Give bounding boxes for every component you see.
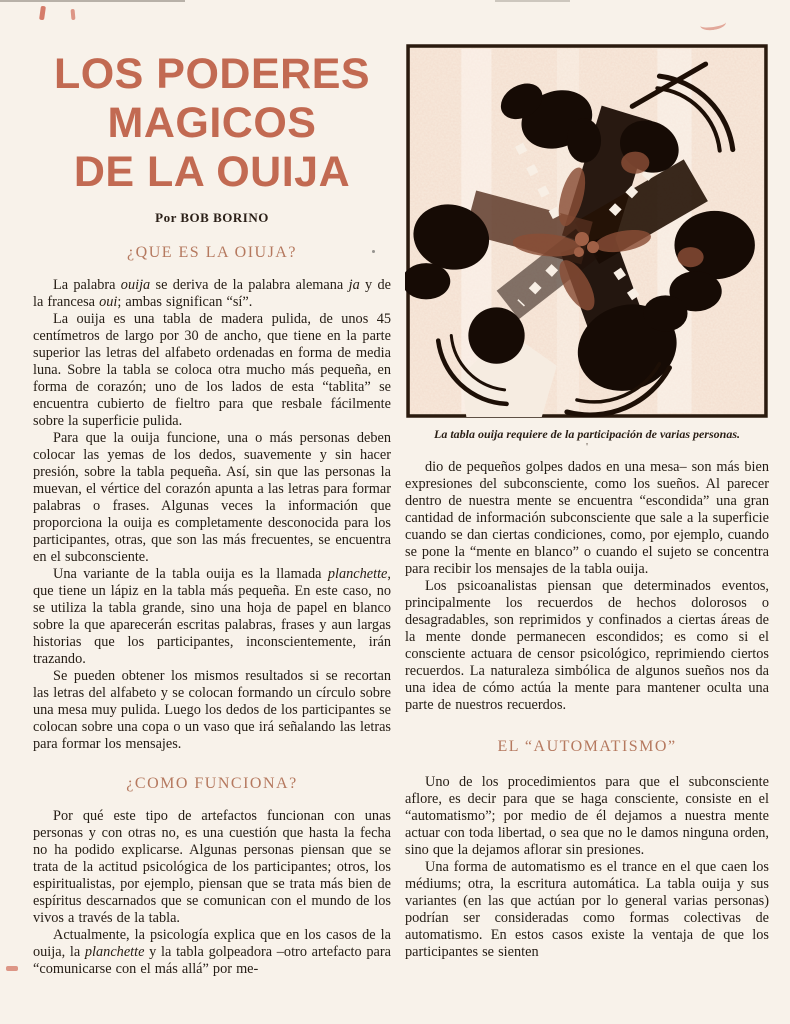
ouija-photo-figure — [405, 44, 769, 441]
paragraph: dio de pequeños golpes dados en una mesa– son más bien expresiones del subconsciente, como los sueños. Al parecer dentro de nuestra mente se encuentra “escondida” una gran cantidad de información subconsciente que sale a la superficie cuando se dan ciertas condiciones, como, por ejemplo, cuando se pone la “mente en blanco” o cuando el sujeto se concentra para recibir los mensajes de la tabla ouija. — [405, 459, 769, 577]
section-heading-automatismo: EL “AUTOMATISMO” — [497, 738, 677, 755]
article-title — [33, 50, 391, 197]
paragraph: Se pueden obtener los mismos resultados si se recortan las letras del alfabeto y se colocan formando un círculo sobre una mesa muy pulida. Luego los dedos de los participantes se colocan sobre una copa o un vaso que irá señalando las letras para formar los mensajes. — [33, 668, 391, 752]
section-automatismo-body — [405, 774, 769, 961]
right-column-body — [405, 459, 769, 714]
paragraph: Una forma de automatismo es el trance en el que caen los médiums; otra, la escritura automática. La tabla ouija y sus variantes (en las que actúan por lo general varias personas) podrían ser consideradas como formas colectivas de automatismo. En estos casos existe la ventaja de que los participantes se sienten — [405, 859, 769, 960]
section-que-es-body — [33, 277, 391, 753]
scan-artifact — [699, 16, 726, 32]
section-como-funciona-body — [33, 808, 391, 978]
scan-artifact — [6, 966, 18, 971]
two-column-layout — [33, 44, 770, 978]
article-title-line-3: DE LA OUIJA — [73, 148, 351, 196]
scan-artifact — [71, 9, 76, 20]
section-heading-que-es: ¿QUE ES LA OIUJA? — [127, 244, 297, 261]
paragraph: Para que la ouija funcione, una o más personas deben colocar las yemas de los dedos, suavemente y sin hacer presión, sobre la tabla pequeña. Así, sin que las personas la muevan, el vértice del corazón apunta a las letras para formar palabras o frases. Algunas veces la información que proporciona la ouija es completamente desconocida para los participantes, otras, que son las más frecuentes, se encuentra en el subconsciente. — [33, 430, 391, 565]
scan-artifact — [0, 0, 185, 2]
article-title-line-1: LOS PODERES — [53, 50, 371, 98]
paragraph: Actualmente, la psicología explica que en los casos de la ouija, la planchette y la tabla golpeadora –otro artefacto para “comunicarse con el más allá” por me- — [33, 927, 391, 977]
right-column — [405, 44, 769, 961]
article-title-line-2: MAGICOS — [107, 99, 317, 147]
byline: Por BOB BORINO — [155, 210, 269, 225]
photo-caption: La tabla ouija requiere de la participación de varias personas. — [434, 427, 740, 441]
section-heading-como-funciona: ¿COMO FUNCIONA? — [126, 775, 298, 792]
paragraph: Por qué este tipo de artefactos funcionan con unas personas y con otras no, es una cuestión que hasta la fecha no ha podido explicarse. Algunas personas piensan que se trata de la actitud psicológica de los participantes; otros, los espiritualistas, por ejemplo, piensan que se trata más bien de espíritus descarnados que se comunican con el mundo de los vivos a través de la tabla. — [33, 808, 391, 926]
scan-artifact — [39, 6, 46, 21]
scan-artifact — [495, 0, 570, 2]
paragraph: Uno de los procedimientos para que el subconsciente aflore, es decir para que se haga consciente, consiste en el “automatismo”; por medio de él dejamos a nuestra mente actuar con toda libertad, o sea que no le damos ninguna orden, sino que la dejamos aflorar sin presiones. — [405, 774, 769, 858]
paragraph: Una variante de la tabla ouija es la llamada planchette, que tiene un lápiz en la tabla más pequeña. En este caso, no se utiliza la tabla grande, sino una hoja de papel en blanco sobre la que aparecerán escritas palabras, frases y aun largas historias que los participantes, inconscientemente, irán trazando. — [33, 566, 391, 667]
paragraph: Los psicoanalistas piensan que determinados eventos, principalmente los recuerdos de hechos dolorosos o desagradables, son reprimidos y confinados a ciertas áreas de la mente donde permanecen escondidos; es como si el consciente actuara de censor psicológico, reprimiendo ciertos recuerdos. La naturaleza simbólica de algunos sueños nos da una idea de cómo actúa la mente para mantener oculta una parte de nuestros recuerdos. — [405, 578, 769, 713]
left-column — [33, 44, 391, 978]
paragraph: La ouija es una tabla de madera pulida, de unos 45 centímetros de largo por 30 de ancho, que tiene en la parte superior las letras del alfabeto ordenadas en forma de media luna. Sobre la tabla se coloca otra mucho más pequeña, en forma de corazón; uno de los lados de esta “tablita” se encuentra cubierto de fieltro para que resbale fácilmente sobre la superficie pulida. — [33, 311, 391, 429]
caption-tick-mark: ' — [586, 442, 588, 453]
ouija-session-overhead-photo — [405, 44, 769, 418]
paragraph: La palabra ouija se deriva de la palabra alemana ja y de la francesa oui; ambas significan “sí”. — [33, 277, 392, 310]
